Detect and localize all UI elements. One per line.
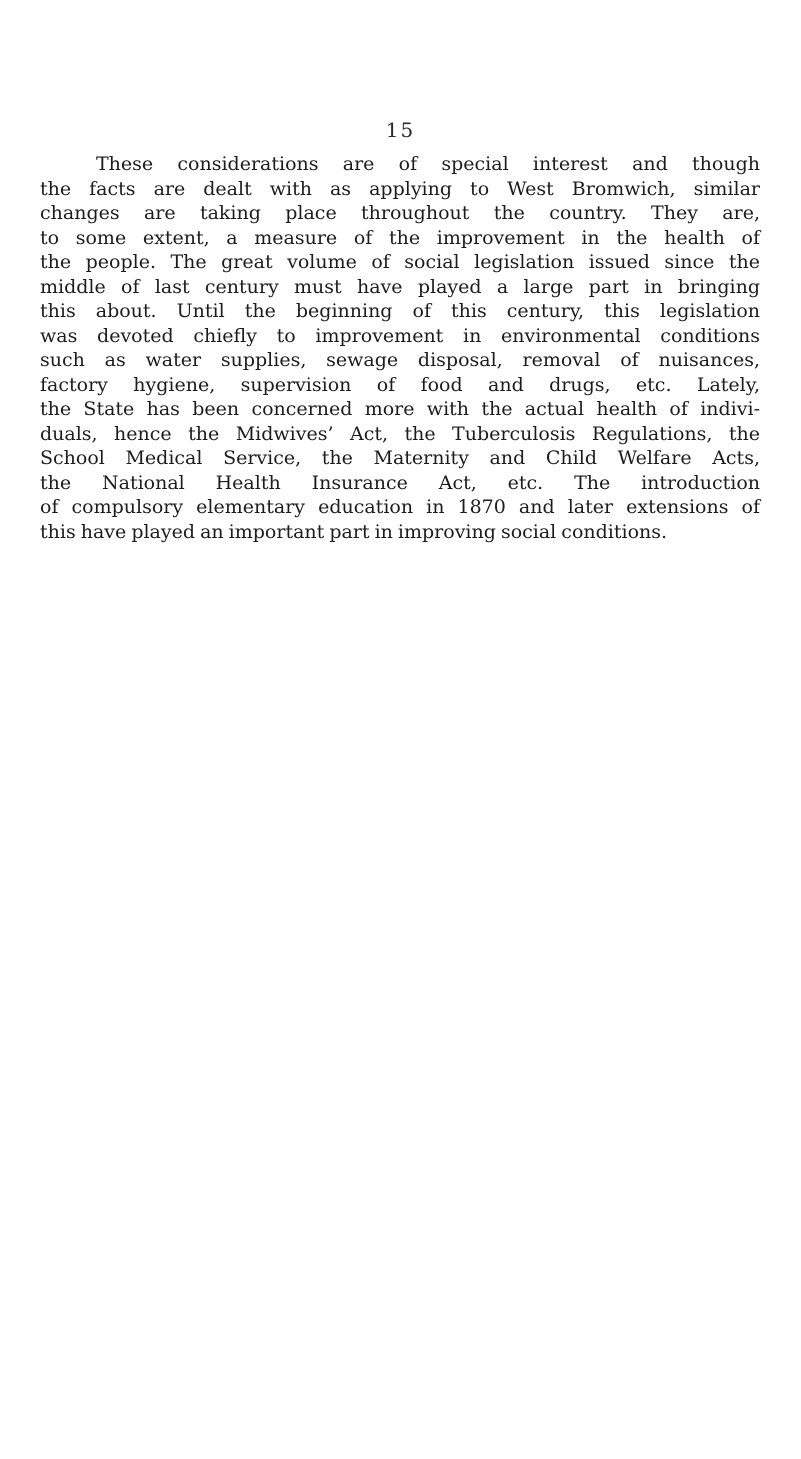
paragraph-line: changes are taking place throughout the country. They are, [40, 202, 760, 224]
paragraph-line: was devoted chiefly to improvement in environmental conditions [40, 324, 760, 347]
paragraph-line: School Medical Service, the Maternity and Child Welfare Acts, [40, 447, 760, 469]
paragraph-line: factory hygiene, supervision of food and drugs, etc. Lately, [40, 373, 760, 396]
paragraph-line: the facts are dealt with as applying to West Bromwich, similar [40, 177, 760, 200]
paragraph-line: duals, hence the Midwives’ Act, the Tuberculosis Regulations, the [40, 422, 760, 445]
paragraph-line: this about. Until the beginning of this century, this legislation [40, 300, 760, 322]
paragraph-line: the National Health Insurance Act, etc. The introduction [40, 471, 760, 494]
paragraph-line: the people. The great volume of social legislation issued since the [40, 251, 760, 273]
paragraph-line: middle of last century must have played a large part in bringing [40, 275, 760, 298]
body-paragraph [40, 152, 760, 544]
paragraph-line: of compulsory elementary education in 1870 and later extensions of [40, 496, 760, 518]
paragraph-line: this have played an important part in improving social conditions. [40, 520, 668, 543]
paragraph-line: These considerations are of special interest and though [96, 153, 760, 175]
paragraph-line: to some extent, a measure of the improvement in the health of [40, 226, 760, 249]
page-number: 15 [385, 118, 416, 142]
paragraph-line: the State has been concerned more with the actual health of indivi- [40, 398, 760, 420]
paragraph-line: such as water supplies, sewage disposal, removal of nuisances, [40, 349, 760, 371]
